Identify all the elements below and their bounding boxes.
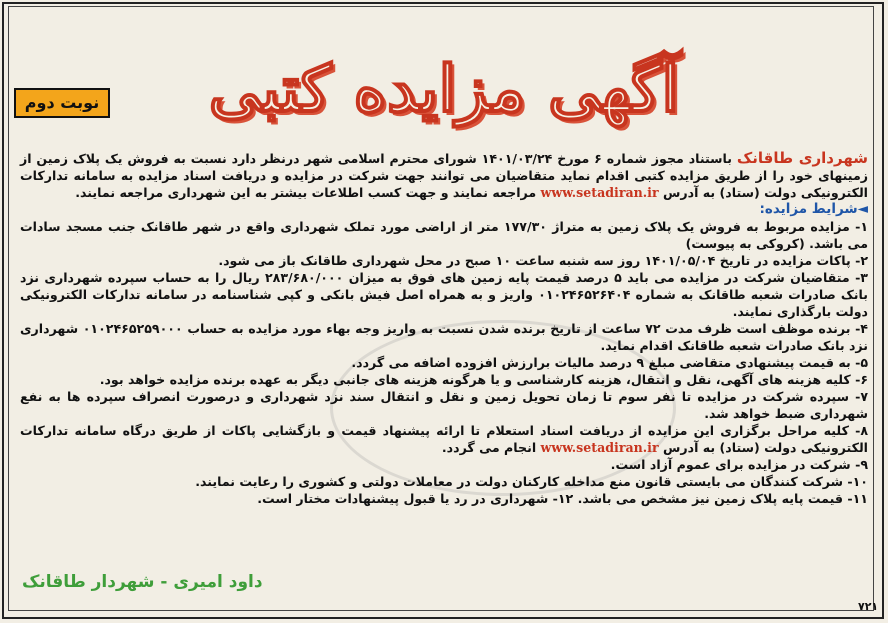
condition-item: ۵- به قیمت پیشنهادی متقاضی مبلغ ۹ درصد مالیات برارزش افزوده اضافه می گردد. [351,355,868,370]
conditions-heading: ◄شرایط مزایده: [759,201,868,217]
org-name: شهرداری طاقانک [736,149,868,167]
condition-item: ۱- مزایده مربوط به فروش یک پلاک زمین به متراژ ۱۷۷/۳۰ متر از اراضی مورد تملک شهرداری واقع در شهر طاقانک جنب مسجد سادات می باشد. (کروکی به پیوست) [20,219,869,251]
intro-text-end: مراجعه نمایند و جهت کسب اطلاعات بیشتر به این شهرداری مراجعه نمایند. [75,185,541,200]
round-badge: نوبت دوم [14,88,110,118]
signature: داود امیری - شهردار طاقانک [22,572,263,592]
condition-item: ۱۰- شرکت کنندگان می بایستی قانون منع مداخله کارکنان دولت در معاملات دولتی و کشوری را رعایت نمایند. [195,474,868,489]
item8-text-end: انجام می گردد. [441,440,541,455]
page-number: ۷۲۱ [858,600,879,613]
item8-text: ۸- کلیه مراحل برگزاری این مزایده از دریافت اسناد استعلام تا ارائه پیشنهاد قیمت و بازگشایی پاکات از طریق درگاه سامانه تدارکات الکترونیکی دولت (ستاد) به آدرس [20,423,868,455]
condition-item: ۲- پاکات مزایده در تاریخ ۱۴۰۱/۰۵/۰۴ روز سه شنبه ساعت ۱۰ صبح در محل شهرداری طاقانک باز می شود. [218,253,868,268]
condition-item: ۶- کلیه هزینه های آگهی، نقل و انتقال، هزینه کارشناسی و یا هرگونه هزینه های جانبی دیگر به عهده برنده مزایده خواهد بود. [99,372,868,387]
condition-item-8 [20,422,868,456]
condition-item: ۷- سپرده شرکت در مزایده تا نفر سوم تا زمان تحویل زمین و نقل و انتقال سند نزد شهرداری و درصورت انصراف سپرده ها به نفع شهرداری ضبط خواهد شد. [20,389,868,421]
condition-item: ۴- برنده موظف است ظرف مدت ۷۲ ساعت از تاریخ برنده شدن نسبت به واریز وجه بهاء مورد مزایده به حساب ۰۱۰۲۴۶۵۲۵۹۰۰۰ شهرداری نزد بانک صادرات شعبه طاقانک اقدام نماید. [20,321,868,353]
ad-body [20,150,868,507]
ad-title: آگهی مزایده کتبی [208,52,680,127]
intro-text: باستناد مجوز شماره ۶ مورخ ۱۴۰۱/۰۳/۲۴ شورای محترم اسلامی شهر درنظر دارد نسبت به فروش یک پلاک زمین از زمینهای خود را از طریق مزایده کتبی اقدام نماید متقاضیان می توانند جهت شرکت در مزایده و دریافت اسناد مزایده به سامانه تدارکات الکترونیکی دولت (ستاد) به آدرس [20,151,868,200]
condition-item: ۹- شرکت در مزایده برای عموم آزاد است. [610,457,868,472]
intro-url: www.setadiran.ir [540,185,659,200]
condition-item: ۱۱- قیمت پایه پلاک زمین نیز مشخص می باشد. ۱۲- شهرداری در رد یا قبول پیشنهادات مختار است. [257,491,868,506]
item8-url: www.setadiran.ir [540,440,659,455]
intro-paragraph [20,150,868,201]
condition-item: ۳- متقاضیان شرکت در مزایده می باید ۵ درصد قیمت پایه زمین های فوق به میزان ۲۸۳/۶۸۰/۰۰۰ ریال را به حساب سپرده شهرداری نزد بانک صادرات شعبه طاقانک به شماره ۰۱۰۲۴۶۵۲۶۴۰۴ واریز و به همراه اصل فیش بانکی و کپی شناسنامه در سامانه تدارکات الکترونیکی دولت بارگذاری نمایند. [20,270,868,319]
